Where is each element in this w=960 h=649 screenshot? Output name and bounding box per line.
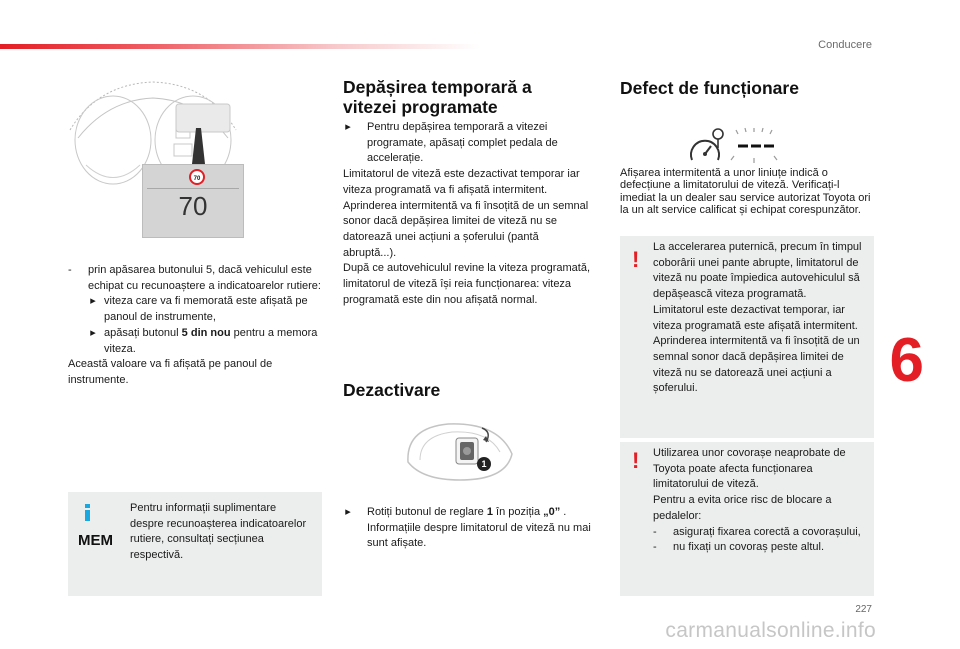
dash-item: - asigurați fixarea corectă a covorașului,	[653, 525, 861, 538]
display-speed-value: 70	[178, 191, 208, 221]
summary-text: Această valoare va fi afișată pe panoul de instrumente.	[68, 358, 273, 386]
overtake-para-3: După ce autovehiculul revine la viteza programată, limitatorul de viteză își reia funcționarea: viteza programată este din nou afișată normal.	[343, 262, 591, 306]
display-divider	[147, 188, 239, 189]
square-bullet-icon: ▸	[345, 121, 351, 133]
header-title: Conducere	[818, 39, 872, 51]
left-text-block	[68, 263, 322, 389]
info-box-text: Pentru informații suplimentare despre recunoașterea indicatoarelor rutiere, consultați secțiunea respectivă.	[130, 502, 307, 562]
overtake-bullet-text: Pentru depășirea temporară a vitezei programate, apăsați complet pedala de accelerație.	[367, 121, 558, 165]
speedometer-icon	[688, 126, 788, 166]
section-title-fault: Defect de funcționare	[620, 78, 799, 98]
overtake-text-block	[343, 120, 593, 308]
section-title-overtake: Depășirea temporară a vitezei programate	[343, 77, 532, 117]
bullet-item	[343, 120, 593, 167]
info-icon	[84, 504, 92, 520]
dash-line-text: prin apăsarea butonului 5, dacă vehiculul este echipat cu recunoaștere a indicatoarelor rutiere:	[88, 264, 321, 292]
warning-para-2: Limitatorul este dezactivat temporar, iar viteza programată este afișată intermitent.	[653, 303, 858, 332]
knob-reference: 1	[486, 506, 493, 518]
bullet-item	[88, 294, 322, 325]
exclamation-icon: !	[632, 448, 640, 473]
bullet-text: viteza care va fi memorată este afișată pe panoul de instrumente,	[104, 295, 308, 324]
knob-callout-number: 1	[481, 459, 487, 469]
warning-text-acceleration	[653, 240, 867, 397]
bullet-item: ▸ Rotiți butonul de reglare 1 în poziția „0” . Informațiile despre limitatorul de viteză nu mai sunt afișate.	[343, 505, 593, 552]
section-title-deactivate: Dezactivare	[343, 380, 441, 400]
deactivate-text-block	[343, 505, 593, 552]
steering-knob-illustration	[400, 418, 520, 484]
warning-para-3: Aprinderea intermitentă va fi însoțită de un semnal sonor dacă depășirea limitei de viteză nu se datorează unei acțiuni a șoferului.	[653, 335, 860, 395]
dash-item: - nu fixați un covoraș peste altul.	[653, 541, 825, 554]
info-box	[68, 492, 322, 596]
square-bullet-icon: ▸	[90, 326, 96, 339]
warning-box-floor-mats	[620, 442, 874, 596]
warning-box-acceleration	[620, 236, 874, 438]
button-reference: 5 din nou	[181, 326, 231, 339]
warning-text-floor-mats	[653, 446, 867, 556]
page-number: 227	[855, 604, 872, 615]
square-bullet-icon: ▸	[90, 295, 96, 308]
fault-paragraph: Afișarea intermitentă a unor liniuțe indică o defecțiune a limitatorului de viteză. Verificați-l imediat la un dealer sau service autorizat Toyota ori la un alt service calificat și echipat corespunzător.	[620, 167, 871, 217]
chapter-number: 6	[889, 326, 924, 395]
overtake-para-1: Limitatorul de viteză este dezactivat temporar iar viteza programată va fi afișată intermitent.	[343, 168, 580, 196]
position-reference: „0”	[543, 506, 561, 518]
header-accent-bar	[0, 44, 480, 49]
warning-para-1: Utilizarea unor covorașe neaprobate de Toyota poate afecta funcționarea limitatorului de viteză.	[653, 447, 846, 491]
display-zoom	[142, 164, 244, 238]
watermark-text: carmanualsonline.info	[665, 619, 876, 642]
warning-para-2: Pentru a evita orice risc de blocare a pedalelor:	[653, 494, 832, 522]
exclamation-icon: !	[632, 247, 640, 272]
fault-display-illustration	[688, 126, 788, 166]
square-bullet-icon: ▸	[345, 506, 351, 518]
bullet-item: ▸ apăsați butonul 5 din nou pentru a memora viteza.	[88, 326, 322, 357]
steering-knob-drawing	[400, 418, 520, 484]
dash-item: - prin apăsarea butonului 5, dacă vehiculul este echipat cu recunoaștere a indicatoarelor rutiere:	[68, 264, 321, 292]
warning-para-1: La accelerarea puternică, precum în timpul coborârii unei pante abrupte, limitatorul de viteză nu poate împiedica autovehiculul să depășească viteza programată.	[653, 241, 862, 301]
speed-limit-sign-icon: 70	[189, 169, 205, 185]
mem-icon-label: MEM	[78, 532, 113, 549]
overtake-para-2: Aprinderea intermitentă va fi însoțită de un semnal sonor dacă depășirea limitei de viteză nu se datorează unei acțiuni a șoferului (pantă abruptă...).	[343, 199, 589, 259]
